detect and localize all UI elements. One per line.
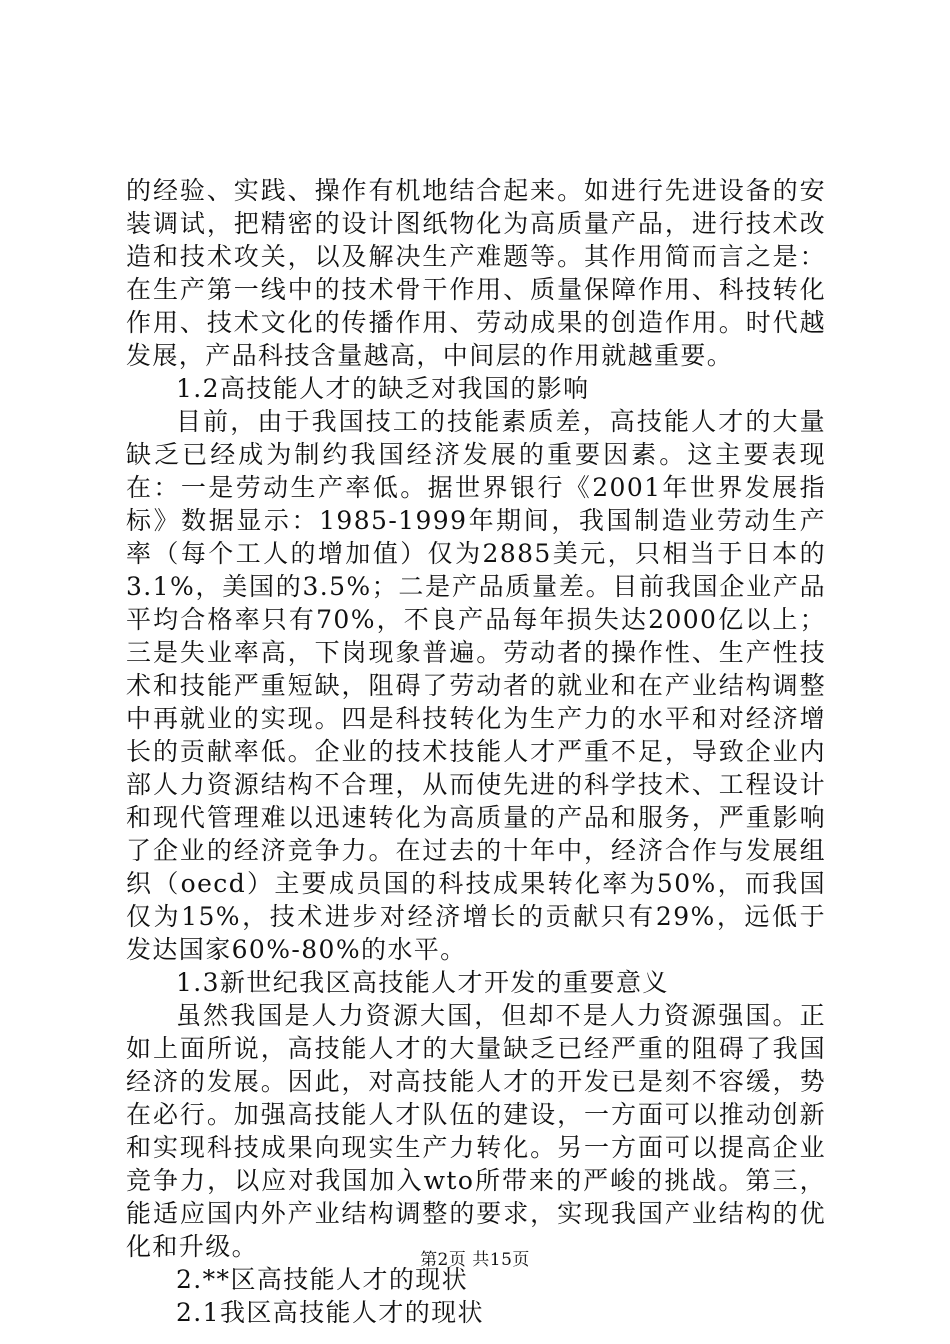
document-body [126, 174, 826, 1329]
section-heading-2: 2.**区高技能人才的现状 [176, 1265, 469, 1294]
paragraph-significance: 虽然我国是人力资源大国，但却不是人力资源强国。正如上面所说，高技能人才的大量缺乏已经严重的阻碍了我国经济的发展。因此，对高技能人才的开发已是刻不容缓，势在必行。加强高技能人才队伍的建设，一方面可以推动创新和实现科技成果向现实生产力转化。另一方面可以提高企业竞争力，以应对我国加入wto所带来的严峻的挑战。第三，能适应国内外产业结构调整的要求，实现我国产业结构的优化和升级。 [126, 1001, 826, 1261]
section-heading-2-1: 2.1我区高技能人才的现状 [176, 1298, 484, 1327]
section-heading-1-2: 1.2高技能人才的缺乏对我国的影响 [176, 374, 590, 403]
paragraph-impact: 目前，由于我国技工的技能素质差，高技能人才的大量缺乏已经成为制约我国经济发展的重要因素。这主要表现在：一是劳动生产率低。据世界银行《2001年世界发展指标》数据显示：1985-1999年期间，我国制造业劳动生产率（每个工人的增加值）仅为2885美元，只相当于日本的3.1%，美国的3.5%；二是产品质量差。目前我国企业产品平均合格率只有70%，不良产品每年损失达2000亿以上；三是失业率高，下岗现象普遍。劳动者的操作性、生产性技术和技能严重短缺，阻碍了劳动者的就业和在产业结构调整中再就业的实现。四是科技转化为生产力的水平和对经济增长的贡献率低。企业的技术技能人才严重不足，导致企业内部人力资源结构不合理，从而使先进的科学技术、工程设计和现代管理难以迅速转化为高质量的产品和服务，严重影响了企业的经济竞争力。在过去的十年中，经济合作与发展组织（oecd）主要成员国的科技成果转化率为50%，而我国仅为15%，技术进步对经济增长的贡献只有29%，远低于发达国家60%-80%的水平。 [126, 407, 826, 964]
page-footer: 第2页 共15页 [420, 1250, 530, 1270]
section-heading-1-3: 1.3新世纪我区高技能人才开发的重要意义 [176, 968, 669, 997]
paragraph-continuation: 的经验、实践、操作有机地结合起来。如进行先进设备的安装调试，把精密的设计图纸物化为高质量产品，进行技术改造和技术攻关，以及解决生产难题等。其作用简而言之是：在生产第一线中的技术骨干作用、质量保障作用、科技转化作用、技术文化的传播作用、劳动成果的创造作用。时代越发展，产品科技含量越高，中间层的作用就越重要。 [126, 176, 826, 370]
